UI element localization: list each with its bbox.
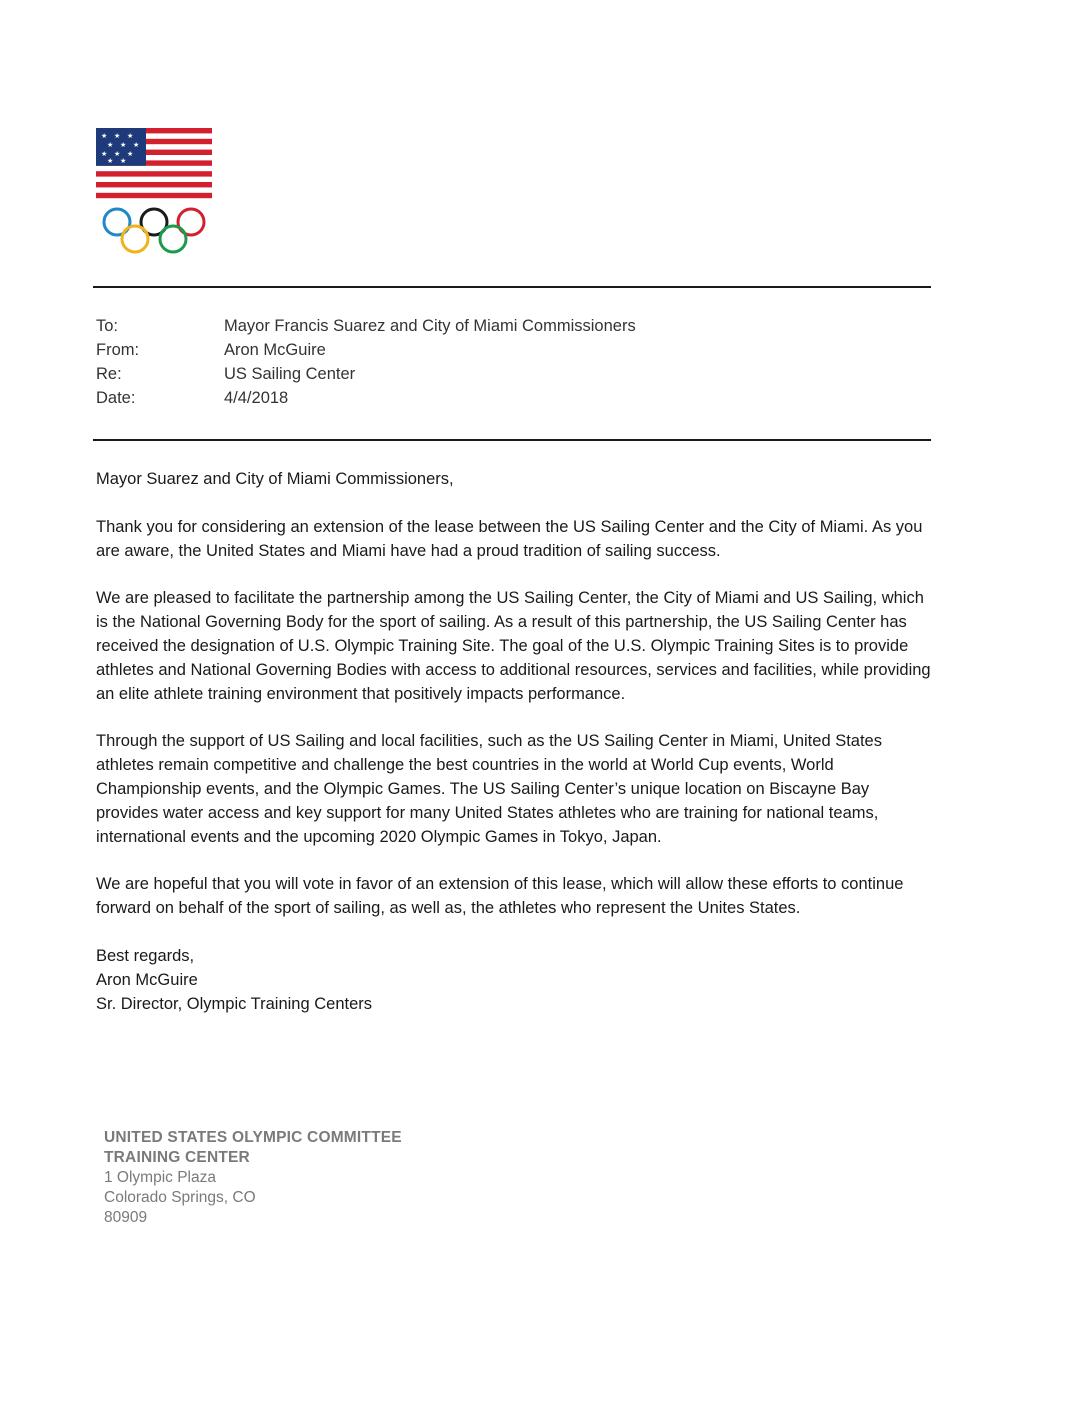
memo-from-value: Aron McGuire [224,341,326,359]
letter-paragraph: We are hopeful that you will vote in favor of an extension of this lease, which will allow these efforts to continue forward on behalf of the sport of sailing, as well as, the athletes who represent the Unites States. [96,875,904,918]
memo-re-value: US Sailing Center [224,365,356,383]
memo-header-bottom-rule [93,439,931,441]
svg-text:★: ★ [107,141,114,149]
svg-text:★: ★ [114,150,121,158]
letter-closing: Best regards, [96,946,195,965]
memo-to-label: To: [96,317,119,335]
memo-date-value: 4/4/2018 [224,389,289,407]
letter-paragraph: Through the support of US Sailing and local facilities, such as the US Sailing Center in Miami, United States athletes remain competitive and challenge the best countries in the world at World Cup events, World Championship events, and the Olympic Games. The US Sailing Center’s unique location on Biscayne Bay provides water access and key support for many United States athletes who are training for national teams, international events and the upcoming 2020 Olympic Games in Tokyo, Japan. [96,732,882,846]
memo-from-row [96,338,636,362]
svg-text:★: ★ [127,150,134,158]
svg-text:★: ★ [120,157,127,165]
memo-to-value: Mayor Francis Suarez and City of Miami Commissioners [224,317,636,335]
footer-zip: 80909 [104,1209,148,1226]
footer-org-line1: UNITED STATES OLYMPIC COMMITTEE [104,1129,402,1146]
svg-text:★: ★ [101,150,108,158]
letter-signature [96,945,936,1016]
letter-paragraph: Thank you for considering an extension of the lease between the US Sailing Center and the City of Miami. As you are aware, the United States and Miami have had a proud tradition of sailing success. [96,517,923,560]
signer-name: Aron McGuire [96,970,198,989]
memo-date-label: Date: [96,389,136,407]
usa-flag-olympic-rings-icon [96,128,212,258]
svg-text:★: ★ [114,132,121,140]
svg-text:★: ★ [107,157,114,165]
usoc-logo [96,128,212,258]
signer-title: Sr. Director, Olympic Training Centers [96,994,373,1013]
footer-address-line2: Colorado Springs, CO [104,1189,256,1206]
letter-salutation: Mayor Suarez and City of Miami Commissioners, [96,470,454,488]
memo-from-label: From: [96,341,140,359]
svg-text:★: ★ [120,141,127,149]
memo-header-top-rule [93,286,931,288]
memo-date-row [96,386,636,410]
olympic-rings [104,209,204,252]
footer-address [104,1128,402,1228]
memo-header [96,314,636,410]
footer-org-line2: TRAINING CENTER [104,1149,250,1166]
svg-text:★: ★ [133,141,140,149]
svg-text:★: ★ [101,132,108,140]
footer-address-line1: 1 Olympic Plaza [104,1169,216,1186]
memo-re-label: Re: [96,365,122,383]
letter-body [96,468,936,1016]
letter-paragraph: We are pleased to facilitate the partnership among the US Sailing Center, the City of Miami and US Sailing, which is the National Governing Body for the sport of sailing. As a result of this partnership, the US Sailing Center has received the designation of U.S. Olympic Training Site. The goal of the U.S. Olympic Training Sites is to provide athletes and National Governing Bodies with access to additional resources, services and facilities, while providing an elite athlete training environment that positively impacts performance. [96,589,931,703]
memo-re-row [96,362,636,386]
memo-to-row [96,314,636,338]
svg-text:★: ★ [127,132,134,140]
